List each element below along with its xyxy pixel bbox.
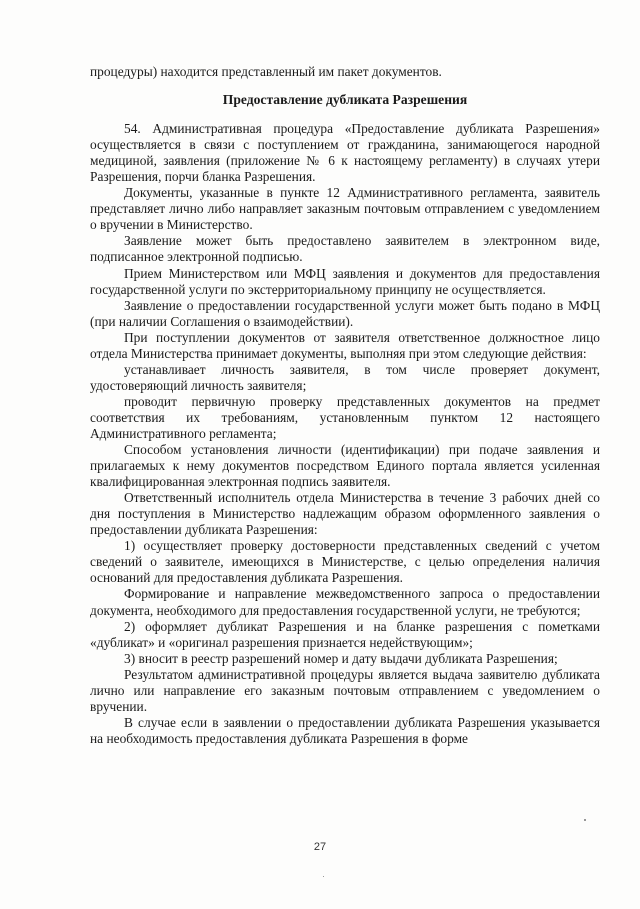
section-heading: Предоставление дубликата Разрешения — [222, 92, 468, 108]
paragraph: Заявление о предоставлении государственной услуги может быть подано в МФЦ (при наличии Соглашения о взаимодействии). — [90, 297, 600, 329]
document-body — [90, 64, 600, 747]
paragraph: 3) вносит в реестр разрешений номер и дату выдачи дубликата Разрешения; — [124, 650, 558, 666]
scan-speck — [323, 876, 324, 877]
paragraph: При поступлении документов от заявителя ответственное должностное лицо отдела Министерства принимает документы, выполняя при этом следующие действия: — [90, 329, 600, 361]
paragraph: 1) осуществляет проверку достоверности представленных сведений с учетом сведений о заявителе, имеющихся в Министерстве, с целью определения наличия оснований для предоставления дубликата Разрешения. — [90, 538, 600, 586]
paragraph: устанавливает личность заявителя, в том числе проверяет документ, удостоверяющий личность заявителя; — [90, 361, 600, 393]
paragraph: В случае если в заявлении о предоставлении дубликата Разрешения указывается на необходимость предоставления дубликата Разрешения в форме — [90, 714, 600, 746]
paragraph: Прием Министерством или МФЦ заявления и документов для предоставления государственной услуги по экстерриториальному принципу не осуществляется. — [90, 265, 600, 297]
page-number: 27 — [313, 841, 327, 853]
paragraph: Способом установления личности (идентификации) при подаче заявления и прилагаемых к нему документов посредством Единого портала является усиленная квалифицированная электронная подпись заявителя. — [90, 442, 600, 490]
paragraph: Формирование и направление межведомственного запроса о предоставлении документа, необходимого для предоставления государственной услуги, не требуются; — [90, 586, 600, 618]
lead-line: процедуры) находится представленный им пакет документов. — [90, 64, 442, 79]
paragraph: 54. Административная процедура «Предоставление дубликата Разрешения» осуществляется в связи с поступлением от гражданина, занимающегося народной медициной, заявления (приложение № 6 к настоящему регламенту) в случаях утери Разрешения, порчи бланка Разрешения. — [90, 121, 600, 185]
paragraph: Заявление может быть предоставлено заявителем в электронном виде, подписанное электронной подписью. — [90, 233, 600, 265]
paragraph: Документы, указанные в пункте 12 Административного регламента, заявитель представляет лично либо направляет заказным почтовым отправлением с уведомлением о вручении в Министерство. — [90, 185, 600, 233]
paragraph: Ответственный исполнитель отдела Министерства в течение 3 рабочих дней со дня поступления в Министерство надлежащим образом оформленного заявления о предоставлении дубликата Разрешения: — [90, 490, 600, 538]
paragraph: 2) оформляет дубликат Разрешения и на бланке разрешения с пометками «дубликат» и «оригинал разрешения признается недействующим»; — [90, 618, 600, 650]
paragraph: Результатом административной процедуры является выдача заявителю дубликата лично или направление его заказным почтовым отправлением с уведомлением о вручении. — [90, 666, 600, 714]
paragraph: проводит первичную проверку представленных документов на предмет соответствия их требованиям, установленным пунктом 12 настоящего Административного регламента; — [90, 393, 600, 441]
scan-speck — [584, 819, 586, 821]
